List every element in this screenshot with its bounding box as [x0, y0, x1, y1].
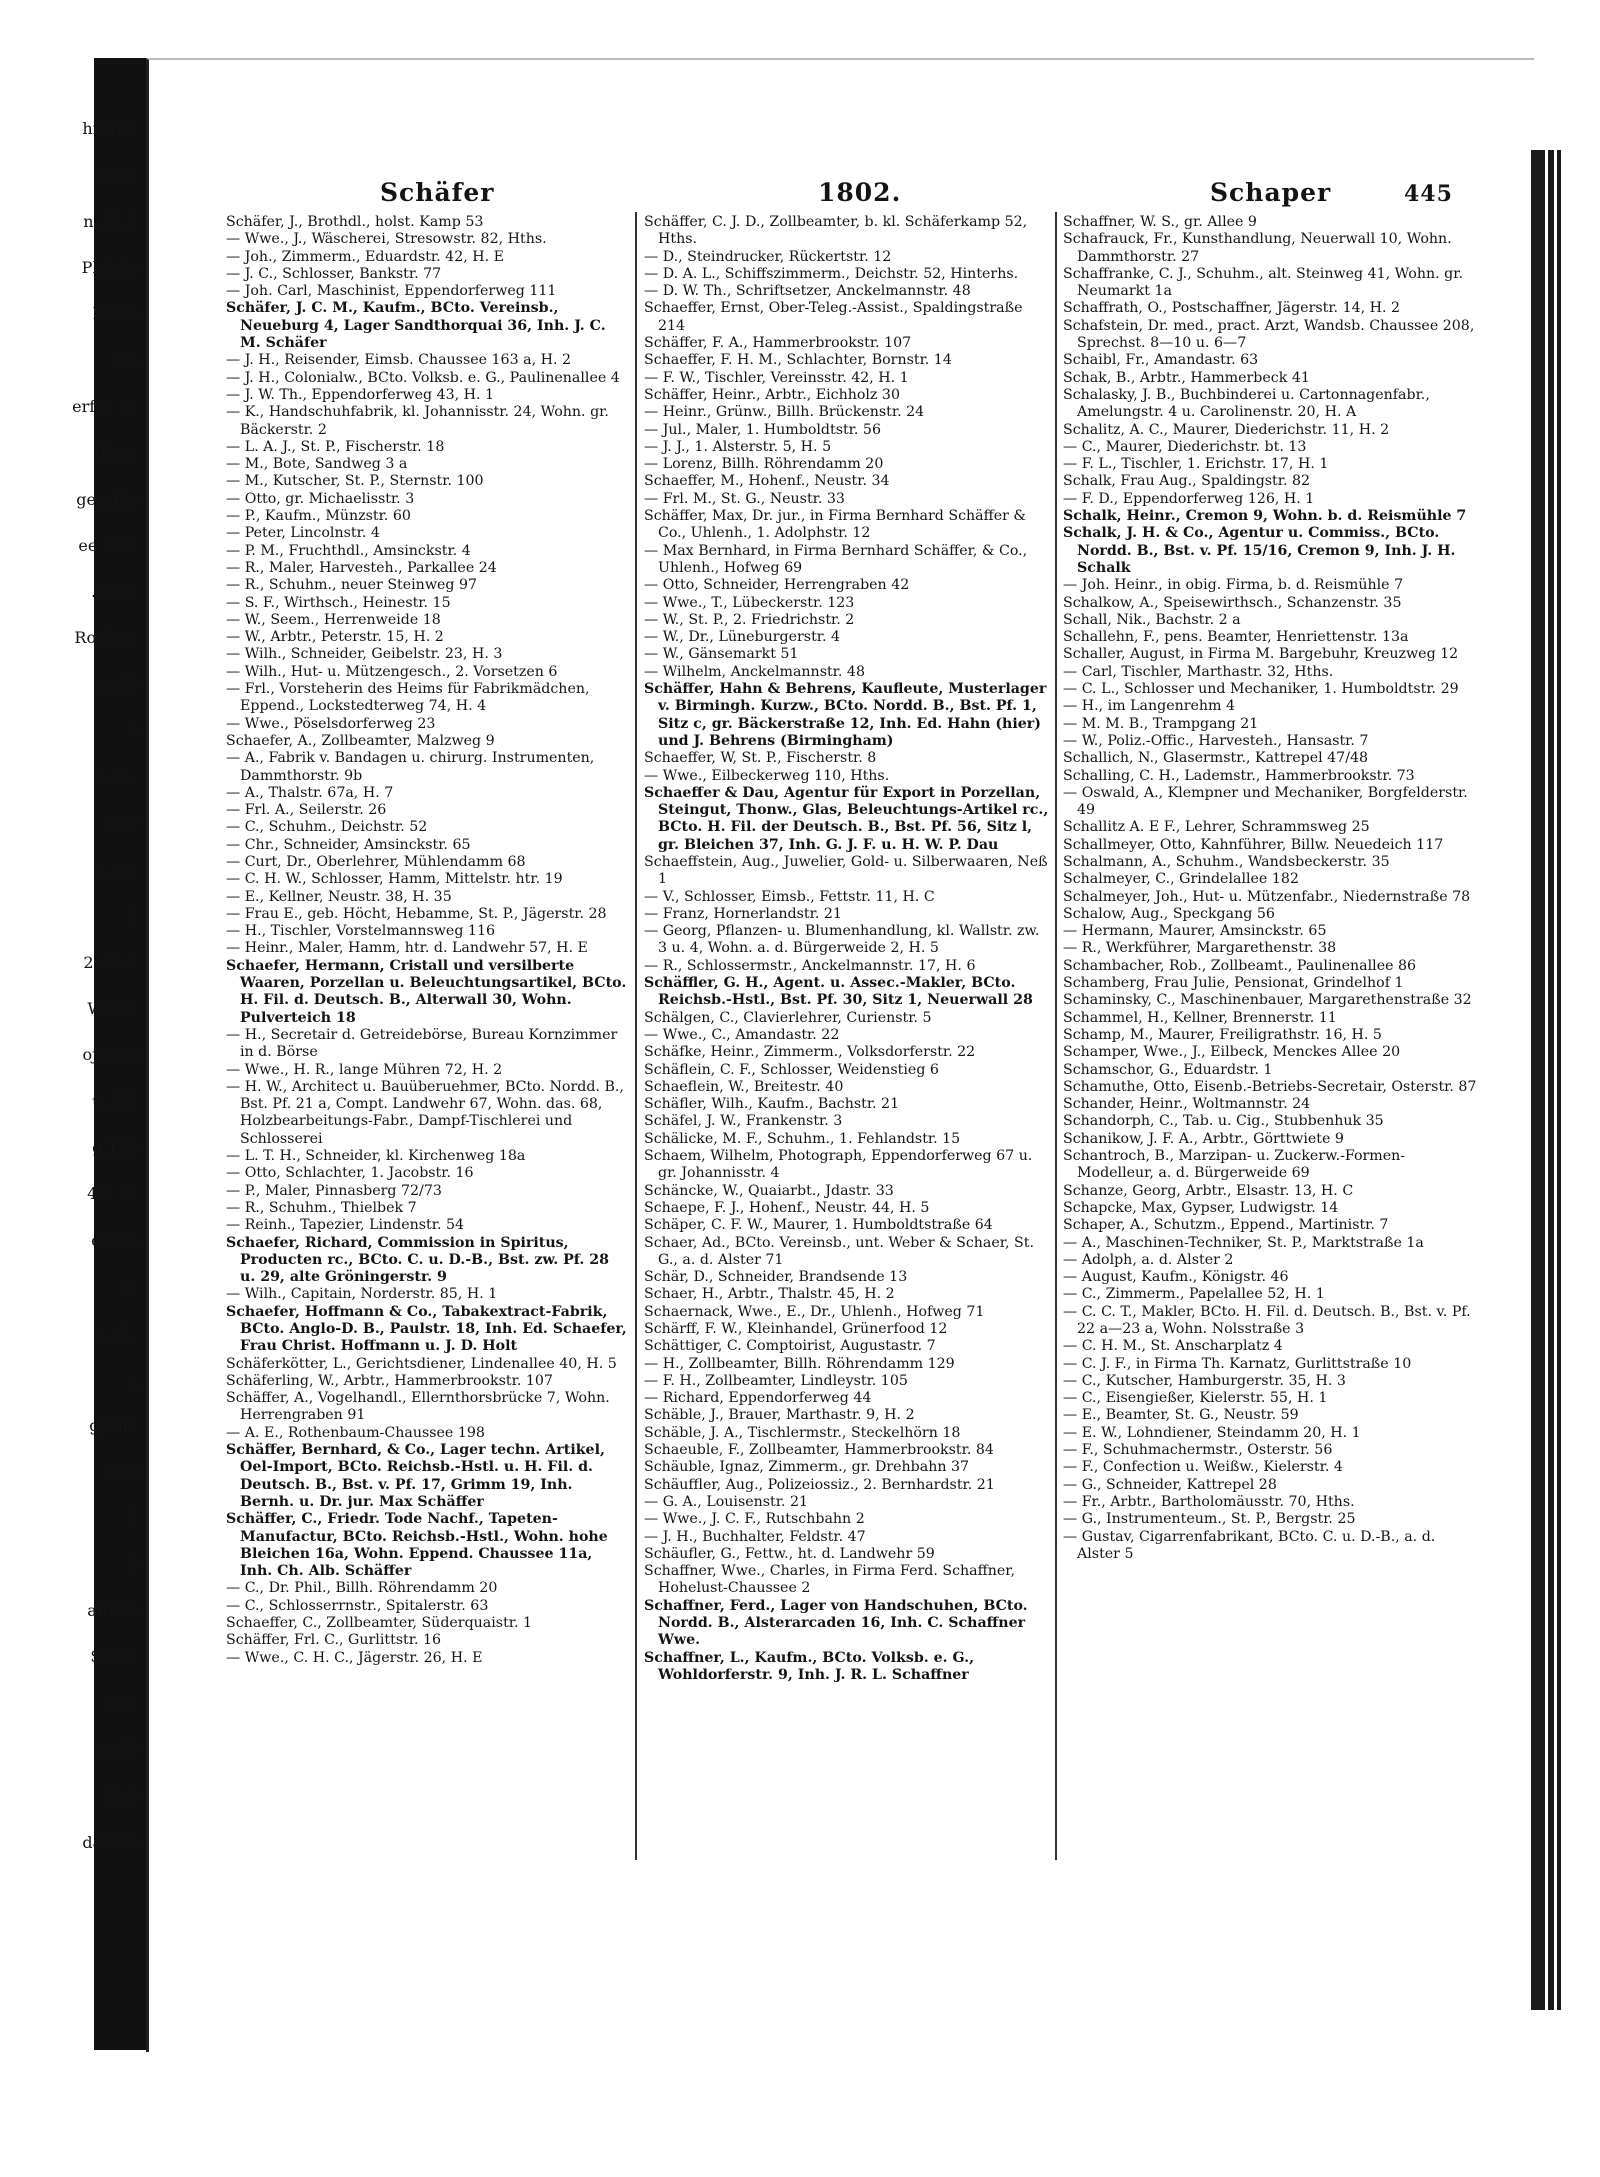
directory-entry: Schallehn, F., pens. Beamter, Henriettenstr. 13a — [1063, 629, 1409, 646]
directory-entry: Schallitz A. E F., Lehrer, Schrammsweg 25 — [1063, 819, 1370, 836]
directory-entry: — Joh. Heinr., in obig. Firma, b. d. Reismühle 7 — [1063, 577, 1404, 594]
previous-page-text: erftr. 12 — [72, 396, 138, 416]
directory-entry: — E. W., Lohndiener, Steindamm 20, H. 1 — [1063, 1424, 1361, 1441]
previous-page-text: gereihe — [76, 489, 138, 509]
directory-entry: Schäble, J., Brauer, Marthastr. 9, H. 2 — [644, 1407, 915, 1424]
header-right-keyword: Schaper — [1210, 178, 1332, 207]
directory-entry: — Wwe., C. H. C., Jägerstr. 26, H. E — [226, 1649, 483, 1666]
previous-page-text: .-Hftl. — [91, 582, 138, 602]
directory-entry: — D., Steindrucker, Rückertstr. 12 — [644, 248, 892, 265]
directory-entry: — Wwe., H. R., lange Mühren 72, H. 2 — [226, 1061, 503, 1078]
directory-entry: Schalmann, A., Schuhm., Wandsbeckerstr. 35 — [1063, 853, 1390, 870]
directory-entry: — L. T. H., Schneider, kl. Kirchenweg 18a — [226, 1148, 526, 1165]
directory-entry: — Joh. Carl, Maschinist, Eppendorferweg 111 — [226, 283, 557, 300]
directory-entry: — R., Maler, Harvesteh., Parkallee 24 — [226, 559, 497, 576]
directory-entry: — F. W., Tischler, Vereinsstr. 42, H. 1 — [644, 369, 909, 386]
previous-page-text: 8 — [127, 721, 138, 741]
directory-entry: — A., Fabrik v. Bandagen u. chirurg. Instrumenten, Dammthorstr. 9b — [226, 750, 595, 784]
directory-entry: Schaeffer, C., Zollbeamter, Süderquaistr. 1 — [226, 1615, 533, 1632]
previous-page-text: 2 — [127, 1508, 138, 1528]
directory-entry: Schander, Heinr., Woltmannstr. 24 — [1063, 1096, 1311, 1113]
directory-entry: Schaeffer & Dau, Agentur für Export in Porzellan, Steingut, Thonw., Glas, Beleuchtungs-Artikel rc., BCto. H. Fil. der Deutsch. B., Bst. Pf. 56, Sitz l, gr. Bleichen 37, Inh. G. J. F. u. H. W. P. Dau — [644, 784, 1049, 853]
directory-entry: Schaem, Wilhelm, Photograph, Eppendorferweg 67 u. gr. Johannisstr. 4 — [644, 1148, 1033, 1182]
directory-entry: Schamschor, G., Eduardstr. 1 — [1063, 1061, 1273, 1078]
directory-entry: Schäffer, C., Friedr. Tode Nachf., Tapeten-Manufactur, BCto. Reichsb.-Hstl., Wohn. hohe Bleichen 16a, Wohn. Eppend. Chaussee 11a, Inh. Ch. Alb. Schäffer — [226, 1511, 608, 1580]
directory-entry: — M., Kutscher, St. P., Sternstr. 100 — [226, 473, 484, 490]
previous-page-text: he 26 — [92, 304, 138, 324]
page-edge — [1548, 150, 1554, 2010]
page-edge — [1531, 150, 1545, 2010]
previous-page-text: 2 — [127, 906, 138, 926]
directory-entry: — F. H., Zollbeamter, Lindleystr. 105 — [644, 1372, 908, 1389]
previous-page-text: ee 247, — [78, 535, 138, 555]
directory-entry: — C., Zimmerm., Papelallee 52, H. 1 — [1063, 1286, 1325, 1303]
directory-entry: — Jul., Maler, 1. Humboldtstr. 56 — [644, 421, 881, 438]
directory-entry: Schaepe, F. J., Hohenf., Neustr. 44, H. 5 — [644, 1199, 930, 1216]
directory-entry: — G. A., Louisenstr. 21 — [644, 1493, 809, 1510]
directory-entry: — Otto, gr. Michaelisstr. 3 — [226, 490, 415, 507]
directory-entry: Schäffer, Bernhard, & Co., Lager techn. Artikel, Oel-Import, BCto. Reichsb.-Hstl. u. H. Fil. d. Deutsch. B., Bst. v. Pf. 17, Grimm 19, Inh. Bernh. u. Dr. jur. Max Schäffer — [226, 1442, 605, 1510]
directory-entry: Schantroch, B., Marzipan- u. Zuckerw.-Formen-Modelleur, a. d. Bürgerweide 69 — [1063, 1148, 1406, 1182]
previous-page-text: 11 — [117, 1276, 138, 1296]
directory-entry: Schalitz, A. C., Maurer, Diederichstr. 11, H. 2 — [1063, 421, 1390, 438]
column-2 — [644, 214, 1049, 1854]
directory-entry: — Wwe., T., Lübeckerstr. 123 — [644, 594, 855, 611]
previous-page-text: a — [128, 1369, 138, 1389]
previous-page-text: r. zw. — [96, 860, 138, 880]
directory-entry: — H., im Langenrehm 4 — [1063, 698, 1236, 715]
header-year: 1802. — [818, 178, 902, 207]
directory-entry: Schambacher, Rob., Zollbeamt., Paulinenallee 86 — [1063, 957, 1417, 974]
directory-entry: Schandorph, C., Tab. u. Cig., Stubbenhuk 35 — [1063, 1113, 1384, 1130]
directory-entry: Schaeflein, W., Breitestr. 40 — [644, 1078, 844, 1095]
directory-entry: — A., Maschinen-Techniker, St. P., Marktstraße 1a — [1063, 1234, 1424, 1251]
previous-page-text: er am — [91, 1230, 138, 1250]
directory-entry: Schalling, C. H., Lademstr., Hammerbrookstr. 73 — [1063, 767, 1415, 784]
directory-entry: Schär, D., Schneider, Brandsende 13 — [644, 1269, 908, 1286]
directory-entry: Schäuble, Ignaz, Zimmerm., gr. Drehbahn 37 — [644, 1459, 970, 1476]
directory-entry: Schäfler, Wilh., Kaufm., Bachstr. 21 — [644, 1096, 900, 1113]
directory-entry: Schallmeyer, Otto, Kahnführer, Billw. Neuedeich 117 — [1063, 836, 1444, 853]
directory-entry: Schäffer, Heinr., Arbtr., Eichholz 30 — [644, 386, 900, 403]
previous-page-text: r. 38 — [101, 674, 138, 694]
previous-page-text: t. G., — [99, 767, 138, 787]
directory-entry: — C., Dr. Phil., Billh. Röhrendamm 20 — [226, 1580, 498, 1597]
column-divider — [1055, 212, 1057, 1860]
previous-page-text: u. 33 — [97, 1740, 138, 1760]
directory-entry: Schaffner, W. S., gr. Allee 9 — [1063, 214, 1257, 230]
directory-entry: — W., Arbtr., Peterstr. 15, H. 2 — [226, 629, 444, 646]
previous-page-text: daf. 25 — [82, 1832, 138, 1852]
previous-page-text: 42, 12 — [87, 1184, 138, 1204]
directory-entry: — J. C., Schlosser, Bankstr. 77 — [226, 265, 442, 282]
directory-entry: — Frau E., geb. Höcht, Hebamme, St. P., Jägerstr. 28 — [226, 905, 607, 922]
directory-entry: Schäufler, G., Fettw., ht. d. Landwehr 59 — [644, 1545, 935, 1562]
directory-entry: — Reinh., Tapezier, Lindenstr. 54 — [226, 1217, 465, 1234]
previous-page-text: gazin, — [89, 1415, 138, 1435]
directory-entry: — Wilh., Hut- u. Mützengesch., 2. Vorsetzen 6 — [226, 663, 558, 680]
previous-page-text: 2, H. 1 — [83, 952, 138, 972]
directory-entry: Schaeffer, F. H. M., Schlachter, Bornstr. 14 — [644, 352, 952, 369]
directory-entry: — F. D., Eppendorferweg 126, H. 1 — [1063, 490, 1315, 507]
directory-entry: — W., Dr., Lüneburgerstr. 4 — [644, 629, 841, 646]
previous-page-text: Holz- — [95, 165, 138, 185]
column-divider — [635, 212, 637, 1860]
directory-entry: — K., Handschuhfabrik, kl. Johannisstr. 24, Wohn. gr. Bäckerstr. 2 — [226, 404, 609, 438]
directory-entry: — A., Thalstr. 67a, H. 7 — [226, 784, 394, 801]
directory-entry: Schalmeyer, C., Grindelallee 182 — [1063, 871, 1299, 888]
directory-entry: Schaffner, Wwe., Charles, in Firma Ferd. Schaffner, Hohelust-Chaussee 2 — [644, 1563, 1015, 1597]
directory-entry: Schak, B., Arbtr., Hammerbeck 41 — [1063, 369, 1310, 386]
directory-entry: Schamp, M., Maurer, Freiligrathstr. 16, H. 5 — [1063, 1026, 1382, 1043]
directory-entry: Schäfer, J. C. M., Kaufm., BCto. Vereinsb., Neueburg 4, Lager Sandthorquai 36, Inh. J. C. M. Schäfer — [226, 300, 606, 352]
directory-entry: — W., Seem., Herrenweide 18 — [226, 611, 441, 628]
directory-entry: — C., Eisengießer, Kielerstr. 55, H. 1 — [1063, 1390, 1328, 1407]
directory-entry: Schaffner, Ferd., Lager von Handschuhen, BCto. Nordd. B., Alsterarcaden 16, Inh. C. Schaffner Wwe. — [644, 1597, 1028, 1649]
directory-entry: Schaernack, Wwe., E., Dr., Uhlenh., Hofweg 71 — [644, 1303, 985, 1320]
directory-entry: — J. H., Buchhalter, Feldstr. 47 — [644, 1528, 866, 1545]
directory-entry: — V., Schlosser, Eimsb., Fettstr. 11, H. C — [644, 888, 935, 905]
directory-entry: — F., Confection u. Weißw., Kielerstr. 4 — [1063, 1459, 1343, 1476]
directory-entry: — G., Schneider, Kattrepel 28 — [1063, 1476, 1277, 1493]
directory-entry: — Fr., Arbtr., Bartholomäusstr. 70, Hths. — [1063, 1493, 1355, 1510]
directory-entry: Schaer, Ad., BCto. Vereinsb., unt. Weber & Schaer, St. G., a. d. Alster 71 — [644, 1234, 1034, 1268]
previous-page-text: Wohn. — [87, 999, 138, 1018]
directory-entry: Schäferling, W., Arbtr., Hammerbrookstr. 107 — [226, 1372, 553, 1389]
directory-entry: — August, Kaufm., Königstr. 46 — [1063, 1269, 1289, 1286]
previous-page-text: Rothen- — [74, 628, 138, 648]
directory-entry: Schäferkötter, L., Gerichtsdiener, Lindenallee 40, H. 5 — [226, 1355, 617, 1372]
previous-page-text: g 116 — [92, 1137, 138, 1157]
directory-entry: — C. H. W., Schlosser, Hamm, Mittelstr. htr. 19 — [226, 871, 563, 888]
directory-entry: — Otto, Schneider, Herrengraben 42 — [644, 577, 910, 594]
directory-entry: — C. L., Schlosser und Mechaniker, 1. Humboldtstr. 29 — [1063, 681, 1459, 698]
directory-entry: — Peter, Lincolnstr. 4 — [226, 525, 380, 542]
directory-entry: — L. A. J., St. P., Fischerstr. 18 — [226, 438, 445, 455]
directory-entry: Schaller, August, in Firma M. Bargebuhr, Kreuzweg 12 — [1063, 646, 1459, 663]
directory-entry: Schäffer, F. A., Hammerbrookstr. 107 — [644, 335, 912, 352]
directory-entry: — F. L., Tischler, 1. Erichstr. 17, H. 1 — [1063, 456, 1329, 473]
directory-entry: — S. F., Wirthsch., Heinestr. 15 — [226, 594, 451, 611]
directory-entry: — Wwe., C., Amandastr. 22 — [644, 1026, 840, 1043]
directory-entry: Schaeuble, F., Zollbeamter, Hammerbrookstr. 84 — [644, 1442, 994, 1459]
directory-entry: Schapcke, Max, Gypser, Ludwigstr. 14 — [1063, 1199, 1339, 1216]
directory-entry: — C., Schuhm., Deichstr. 52 — [226, 819, 428, 836]
directory-entry: — H., Zollbeamter, Billh. Röhrendamm 129 — [644, 1355, 955, 1372]
directory-entry: — M., Bote, Sandweg 3 a — [226, 456, 408, 473]
previous-page-text: u. 77, — [92, 1091, 138, 1111]
directory-entry: Schäncke, W., Quaiarbt., Jdastr. 33 — [644, 1182, 894, 1199]
previous-page-text: Phönig — [81, 257, 138, 277]
directory-entry: — J. J., 1. Alsterstr. 5, H. 5 — [644, 438, 832, 455]
directory-entry: — P. M., Fruchthdl., Amsinckstr. 4 — [226, 542, 471, 559]
directory-entry: Schaeffer, M., Hohenf., Neustr. 34 — [644, 473, 890, 490]
directory-entry: — Wwe., Pöselsdorferweg 23 — [226, 715, 436, 732]
directory-entry: Schaeffer, Ernst, Ober-Teleg.-Assist., Spaldingstraße 214 — [644, 300, 1023, 334]
directory-entry: Schäflein, C. F., Schlosser, Weidenstieg 6 — [644, 1061, 939, 1078]
directory-entry: Schaefer, Hoffmann & Co., Tabakextract-Fabrik, BCto. Anglo-D. B., Paulstr. 18, Inh. Ed. Schaefer, Frau Christ. Hoffmann u. J. D. Holt — [226, 1303, 627, 1355]
directory-entry: — Richard, Eppendorferweg 44 — [644, 1390, 872, 1407]
directory-entry: Schaeffer, W, St. P., Fischerstr. 8 — [644, 750, 877, 767]
directory-entry: — J. H., Colonialw., BCto. Volksb. e. G., Paulinenallee 4 — [226, 369, 620, 386]
previous-page-fragment — [0, 120, 146, 1940]
previous-page-text: Stein- — [90, 1647, 138, 1667]
directory-entry: — C., Schlosserrnstr., Spitalerstr. 63 — [226, 1597, 489, 1614]
directory-entry: Schall, Nik., Bachstr. 2 a — [1063, 611, 1241, 628]
directory-entry: Schaefer, A., Zollbeamter, Malzweg 9 — [226, 732, 495, 749]
directory-entry: Schälgen, C., Clavierlehrer, Curienstr. 5 — [644, 1009, 932, 1026]
page-edge — [1557, 150, 1561, 2010]
directory-entry: — Joh., Zimmerm., Eduardstr. 42, H. E — [226, 248, 504, 265]
directory-entry: Schärff, F. W., Kleinhandel, Grünerfood 12 — [644, 1321, 948, 1337]
directory-entry: Schaminsky, C., Maschinenbauer, Margarethenstraße 32 — [1063, 992, 1472, 1009]
directory-entry: — Frl. A., Seilerstr. 26 — [226, 802, 387, 819]
directory-entry: Schäfke, Heinr., Zimmerm., Volksdorferstr. 22 — [644, 1044, 976, 1061]
directory-entry: Schäper, C. F. W., Maurer, 1. Humboldtstraße 64 — [644, 1217, 993, 1234]
directory-entry: Schäfer, J., Brothdl., holst. Kamp 53 — [226, 214, 484, 230]
directory-entry: — A. E., Rothenbaum-Chaussee 198 — [226, 1424, 485, 1441]
directory-entry: Schalk, J. H. & Co., Agentur u. Commiss., BCto. Nordd. B., Bst. v. Pf. 15/16, Cremon 9, Inh. J. H. Schalk — [1063, 525, 1456, 576]
directory-entry: — E., Beamter, St. G., Neustr. 59 — [1063, 1407, 1299, 1424]
directory-entry: — Oswald, A., Klempner und Mechaniker, Borgfelderstr. 49 — [1063, 784, 1468, 819]
directory-entry: — H. W., Architect u. Bauüberuehmer, BCto. Nordd. B., Bst. Pf. 21 a, Compt. Landwehr 67, Wohn. das. 68, Holzbearbeitungs-Fabr., Dampf-Tischlerei und Schlosserei — [226, 1078, 624, 1147]
directory-entry: — Lorenz, Billh. Röhrendamm 20 — [644, 456, 884, 473]
directory-entry: Schafrauck, Fr., Kunsthandlung, Neuerwall 10, Wohn. Dammthorstr. 27 — [1063, 231, 1452, 265]
directory-entry: — C., Maurer, Diederichstr. bt. 13 — [1063, 438, 1307, 455]
directory-entry: — R., Schlossermstr., Anckelmannstr. 17, H. 6 — [644, 957, 976, 974]
directory-entry: Schäuffler, Aug., Polizeiossiz., 2. Bernhardstr. 21 — [644, 1476, 995, 1493]
directory-entry: Schafstein, Dr. med., pract. Arzt, Wandsb. Chaussee 208, Sprechst. 8—10 u. 6—7 — [1063, 317, 1475, 352]
directory-entry: Schäfel, J. W., Frankenstr. 3 — [644, 1113, 843, 1130]
directory-entry: — H., Tischler, Vorstelmannsweg 116 — [226, 923, 495, 940]
directory-entry: — Max Bernhard, in Firma Bernhard Schäffer, & Co., Uhlenh., Hofweg 69 — [644, 542, 1028, 576]
directory-entry: — Franz, Hornerlandstr. 21 — [644, 905, 842, 922]
directory-entry: — D. W. Th., Schriftsetzer, Anckelmannstr. 48 — [644, 283, 971, 300]
directory-entry: — E., Kellner, Neustr. 38, H. 35 — [226, 888, 452, 905]
directory-entry: Schaffranke, C. J., Schuhm., alt. Steinweg 41, Wohn. gr. Neumarkt 1a — [1063, 265, 1463, 300]
directory-entry: Schalk, Frau Aug., Spaldingstr. 82 — [1063, 473, 1311, 490]
directory-entry: — C., Kutscher, Hamburgerstr. 35, H. 3 — [1063, 1372, 1346, 1389]
column-3 — [1063, 214, 1478, 1854]
directory-entry: Schamberg, Frau Julie, Pensionat, Grindelhof 1 — [1063, 975, 1404, 992]
directory-entry: Schaffner, L., Kaufm., BCto. Volksb. e. G., Wohldorferstr. 9, Inh. J. R. L. Schaffner — [644, 1649, 975, 1683]
directory-entry: Schalk, Heinr., Cremon 9, Wohn. b. d. Reismühle 7 — [1063, 508, 1467, 525]
directory-entry: — J. W. Th., Eppendorferweg 43, H. 1 — [226, 386, 495, 403]
page-number: 445 — [1404, 181, 1453, 207]
directory-entry: — Wwe., J. C. F., Rutschbahn 2 — [644, 1511, 865, 1528]
directory-entry: — R., Schuhm., Thielbek 7 — [226, 1199, 417, 1216]
directory-entry: Schaffrath, O., Postschaffner, Jägerstr. 14, H. 2 — [1063, 300, 1401, 317]
previous-page-text: 8 — [127, 1554, 138, 1574]
directory-entry: Schäffer, Hahn & Behrens, Kaufleute, Musterlager v. Birmingh. Kurzw., BCto. Nordd. B., Bst. Pf. 1, Sitz c, gr. Bäckerstraße 12, Inh. Ed. Hahn (hier) und J. Behrens (Birmingham) — [644, 681, 1047, 749]
directory-entry: — Wwe., J., Wäscherei, Stresowstr. 82, Hths. — [226, 231, 547, 248]
directory-entry: Schäffer, C. J. D., Zollbeamter, b. kl. Schäferkamp 52, Hths. — [644, 214, 1028, 248]
previous-page-text: e. G., — [95, 1323, 138, 1343]
previous-page-text: H. 3 — [103, 1786, 138, 1806]
directory-entry: — Heinr., Maler, Hamm, htr. d. Landwehr 57, H. E — [226, 940, 588, 957]
previous-page-text: n 37 — [102, 813, 138, 833]
directory-entry: — J. H., Reisender, Eimsb. Chaussee 163 a, H. 2 — [226, 352, 572, 369]
directory-entry: — Wilh., Schneider, Geibelstr. 23, H. 3 — [226, 646, 503, 663]
directory-entry: — M. M. B., Trampgang 21 — [1063, 715, 1259, 732]
directory-entry: — Gustav, Cigarrenfabrikant, BCto. C. u. D.-B., a. d. Alster 5 — [1063, 1528, 1436, 1562]
previous-page-text: 112 — [107, 1693, 138, 1713]
directory-entry: Schalkow, A., Speisewirthsch., Schanzenstr. 35 — [1063, 594, 1402, 611]
directory-entry: — Georg, Pflanzen- u. Blumenhandlung, kl. Wallstr. zw. 3 u. 4, Wohn. a. d. Bürgerweide 2, H. 5 — [644, 923, 1040, 957]
header-left-keyword: Schäfer — [380, 178, 495, 207]
previous-page-text: ojfen 5 — [82, 1045, 138, 1065]
directory-entry: — P., Maler, Pinnasberg 72/73 — [226, 1182, 442, 1199]
directory-entry: — G., Instrumenteum., St. P., Bergstr. 25 — [1063, 1511, 1356, 1528]
previous-page-text: 25 — [117, 350, 138, 370]
previous-page-text: Hof — [108, 1462, 138, 1482]
directory-entry: — Wilh., Capitain, Norderstr. 85, H. 1 — [226, 1286, 498, 1303]
directory-entry: — W., St. P., 2. Friedrichstr. 2 — [644, 611, 855, 628]
directory-entry: — R., Werkführer, Margarethenstr. 38 — [1063, 940, 1337, 957]
directory-entry: — C. C. T., Makler, BCto. H. Fil. d. Deutsch. B., Bst. v. Pf. 22 a—23 a, Wohn. Nolsstraße 3 — [1063, 1303, 1471, 1337]
directory-entry: Schalow, Aug., Speckgang 56 — [1063, 905, 1275, 922]
directory-entry: Schaper, A., Schutzm., Eppend., Martinistr. 7 — [1063, 1217, 1389, 1234]
directory-entry: Schäffer, Frl. C., Gurlittstr. 16 — [226, 1632, 442, 1649]
directory-entry: — W., Poliz.-Offic., Harvesteh., Hansastr. 7 — [1063, 732, 1369, 749]
directory-entry: — Frl. M., St. G., Neustr. 33 — [644, 490, 845, 507]
directory-entry: Schanikow, J. F. A., Arbtr., Görttwiete 9 — [1063, 1130, 1344, 1147]
directory-entry: Schamuthe, Otto, Eisenb.-Betriebs-Secretair, Osterstr. 87 — [1063, 1078, 1477, 1095]
directory-entry: Schallich, N., Glasermstr., Kattrepel 47/48 — [1063, 750, 1369, 767]
directory-entry: Schalmeyer, Joh., Hut- u. Mützenfabr., Niedernstraße 78 — [1063, 888, 1471, 905]
previous-page-text: Hum- — [93, 443, 138, 463]
directory-entry: — Wwe., Eilbeckerweg 110, Hths. — [644, 767, 890, 784]
directory-entry: — D. A. L., Schiffszimmerm., Deichstr. 52, Hinterhs. — [644, 265, 1019, 282]
directory-entry: — R., Schuhm., neuer Steinweg 97 — [226, 577, 478, 594]
directory-entry: Schäffler, G. H., Agent. u. Assec.-Makler, BCto. Reichsb.-Hstl., Bst. Pf. 30, Sitz 1, Neuerwall 28 — [644, 975, 1033, 1009]
directory-entry: — F., Schuhmachermstr., Osterstr. 56 — [1063, 1442, 1333, 1459]
directory-entry: — Wilhelm, Anckelmannstr. 48 — [644, 663, 865, 680]
directory-entry: Schaefer, Richard, Commission in Spiritus, Producten rc., BCto. C. u. D.-B., Bst. zw. Pf. 28 u. 29, alte Gröningerstr. 9 — [226, 1234, 610, 1286]
directory-entry: — W., Gänsemarkt 51 — [644, 646, 799, 663]
directory-entry: Schammel, H., Kellner, Brennerstr. 11 — [1063, 1009, 1337, 1026]
directory-entry: Schättiger, C. Comptoirist, Augustastr. 7 — [644, 1338, 936, 1355]
directory-entry: Schaeffstein, Aug., Juwelier, Gold- u. Silberwaaren, Neß 1 — [644, 853, 1048, 888]
directory-entry: — Chr., Schneider, Amsinckstr. 65 — [226, 836, 471, 853]
directory-entry: Schanze, Georg, Arbtr., Elsastr. 13, H. C — [1063, 1182, 1354, 1199]
directory-entry: Schamper, Wwe., J., Eilbeck, Menckes Allee 20 — [1063, 1044, 1401, 1061]
column-1 — [226, 214, 629, 1854]
directory-entry: — P., Kaufm., Münzstr. 60 — [226, 508, 411, 525]
directory-entry: Schälicke, M. F., Schuhm., 1. Fehlandstr. 15 — [644, 1130, 961, 1147]
directory-entry: — C. H. M., St. Anscharplatz 4 — [1063, 1338, 1283, 1355]
directory-entry: Schalasky, J. B., Buchbinderei u. Cartonnagenfabr., Amelungstr. 4 u. Carolinenstr. 20, H. A — [1063, 386, 1430, 421]
directory-entry: — Hermann, Maurer, Amsinckstr. 65 — [1063, 923, 1327, 940]
directory-entry: Schäble, J. A., Tischlermstr., Steckelhörn 18 — [644, 1424, 961, 1441]
directory-entry: Schaibl, Fr., Amandastr. 63 — [1063, 352, 1259, 369]
directory-entry: — Frl., Vorsteherin des Heims für Fabrikmädchen, Eppend., Lockstedterweg 74, H. 4 — [226, 681, 590, 715]
directory-entry: — Otto, Schlachter, 1. Jacobstr. 16 — [226, 1165, 474, 1182]
previous-page-text: afl. 24 — [87, 1601, 138, 1621]
directory-entry: Schaer, H., Arbtr., Thalstr. 45, H. 2 — [644, 1286, 895, 1303]
previous-page-text: n, H. 1 — [83, 211, 138, 231]
directory-entry: — Curt, Dr., Oberlehrer, Mühlendamm 68 — [226, 853, 526, 870]
directory-entry: — Heinr., Grünw., Billh. Brückenstr. 24 — [644, 404, 925, 421]
directory-entry: — Carl, Tischler, Marthastr. 32, Hths. — [1063, 663, 1334, 680]
directory-entry: Schäffer, A., Vogelhandl., Ellernthorsbrücke 7, Wohn. Herrengraben 91 — [226, 1390, 610, 1424]
previous-page-text: hrerin, — [82, 120, 138, 138]
directory-entry: Schäffer, Max, Dr. jur., in Firma Bernhard Schäffer & Co., Uhlenh., 1. Adolphstr. 12 — [644, 508, 1027, 542]
directory-entry: — H., Secretair d. Getreidebörse, Bureau Kornzimmer in d. Börse — [226, 1026, 618, 1061]
directory-entry: — Adolph, a. d. Alster 2 — [1063, 1251, 1234, 1268]
directory-entry: — C. J. F., in Firma Th. Karnatz, Gurlittstraße 10 — [1063, 1355, 1412, 1372]
directory-entry: Schaefer, Hermann, Cristall und versilberte Waaren, Porzellan u. Beleuchtungsartikel, BCto. H. Fil. d. Deutsch. B., Alterwall 30, Wohn. Pulverteich 18 — [226, 957, 627, 1026]
